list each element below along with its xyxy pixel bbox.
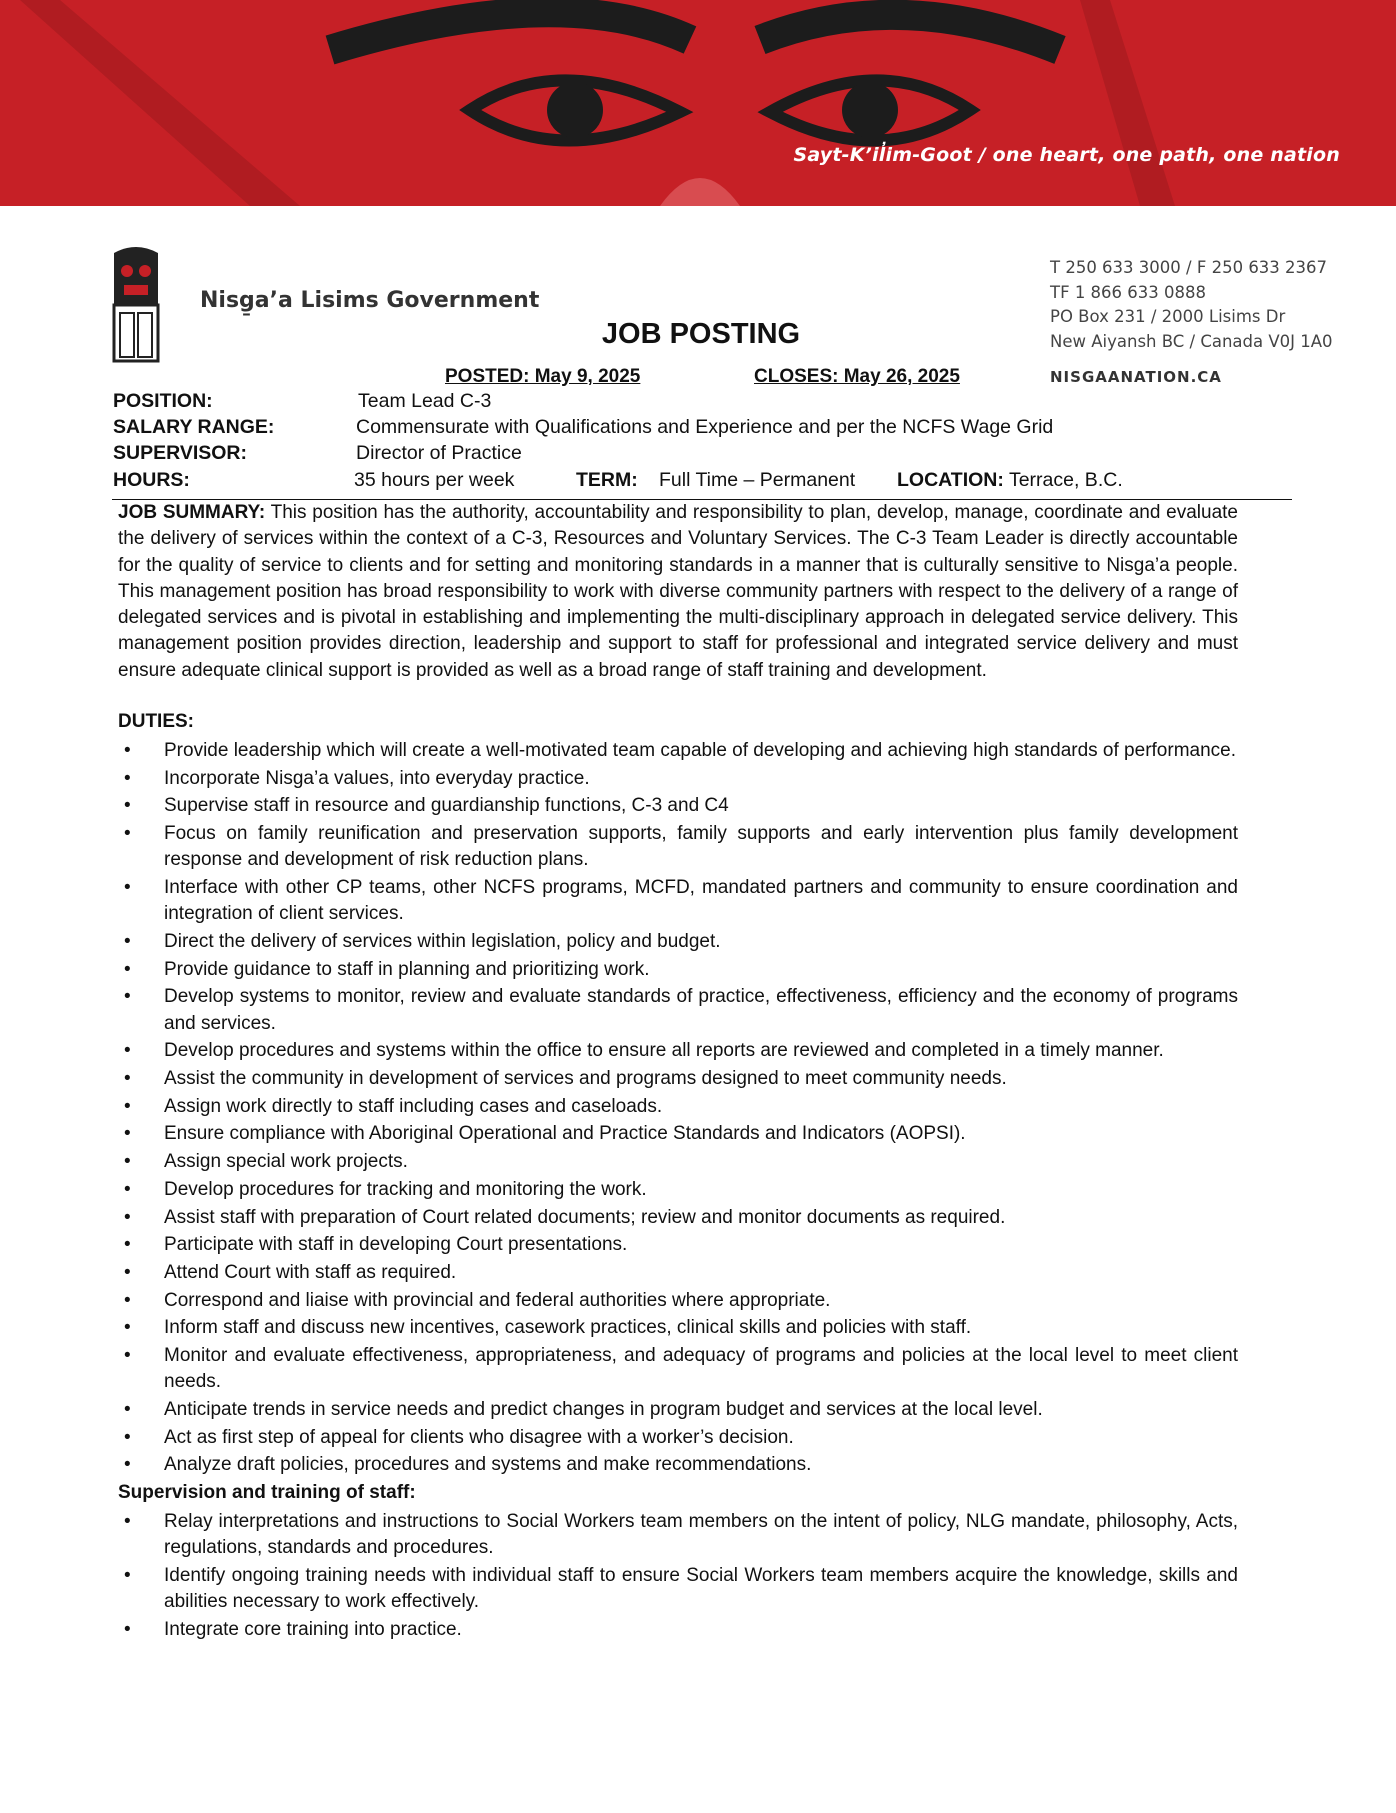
duty-item: • Analyze draft policies, procedures and systems and make recommendations.: [118, 1452, 1238, 1478]
summary-text: This position has the authority, accountability and responsibility to plan, develop, manage, coordinate and evaluate the delivery of services within the context of a C-3, Resources and Voluntary Services. The C-3 Team Leader is directly accountable for the quality of service to clients and for setting and monitoring standards in a manner that is culturally sensitive to Nisga’a people. This management position has broad responsibility to work with diverse community partners with respect to the delivery of a range of delegated services and is pivotal in establishing and implementing the multi-disciplinary approach in delegated service delivery. This management position provides direction, leadership and support to staff for professional and integrated service delivery and must ensure adequate clinical support is provided as well as a broad range of staff training and development.: [118, 502, 1238, 681]
address-line-2: New Aiyansh BC / Canada V0J 1A0: [1050, 331, 1333, 351]
hours-value: 35 hours per week: [354, 469, 515, 491]
supervisor-label: SUPERVISOR:: [113, 442, 248, 464]
supervisor-value: Director of Practice: [356, 442, 522, 464]
mask-artwork: [0, 0, 1396, 206]
summary-label: JOB SUMMARY:: [118, 502, 266, 523]
duty-item: • Provide leadership which will create a well-motivated team capable of developing and achieving high standards of performance.: [118, 738, 1238, 764]
position-label: POSITION:: [113, 390, 213, 412]
supervision-heading: Supervision and training of staff:: [118, 1482, 416, 1503]
supervision-list: [118, 1509, 1238, 1645]
duty-item: • Interface with other CP teams, other NCFS programs, MCFD, mandated partners and community to ensure coordination and integration of client services.: [118, 875, 1238, 928]
duty-item: • Assign work directly to staff including cases and caseloads.: [118, 1094, 1238, 1120]
website-link[interactable]: NISGAANATION.CA: [1050, 368, 1222, 386]
term-value: Full Time – Permanent: [659, 469, 856, 491]
salary-label: SALARY RANGE:: [113, 416, 275, 438]
supervision-item: • Identify ongoing training needs with individual staff to ensure Social Workers team members acquire the knowledge, skills and abilities necessary to work effectively.: [118, 1563, 1238, 1616]
duty-item: • Provide guidance to staff in planning and prioritizing work.: [118, 957, 1238, 983]
toll-free-line: TF 1 866 633 0888: [1050, 282, 1207, 302]
duty-item: • Attend Court with staff as required.: [118, 1260, 1238, 1286]
duty-item: • Incorporate Nisga’a values, into everyday practice.: [118, 766, 1238, 792]
duty-item: • Assist staff with preparation of Court related documents; review and monitor documents as required.: [118, 1205, 1238, 1231]
address-line-1: PO Box 231 / 2000 Lisims Dr: [1050, 307, 1286, 326]
duty-item: • Monitor and evaluate effectiveness, appropriateness, and adequacy of programs and policies at the local level to meet client needs.: [118, 1343, 1238, 1396]
header-banner: [0, 0, 1396, 206]
position-value: Team Lead C-3: [358, 390, 492, 412]
phone-line: T 250 633 3000 / F 250 633 2367: [1050, 258, 1328, 277]
hours-label: HOURS:: [113, 469, 190, 491]
duty-item: • Anticipate trends in service needs and predict changes in program budget and services at the local level.: [118, 1397, 1238, 1423]
location-value: Terrace, B.C.: [1008, 469, 1123, 491]
duty-item: • Correspond and liaise with provincial and federal authorities where appropriate.: [118, 1288, 1238, 1314]
term-label: TERM:: [576, 469, 638, 491]
duty-item: • Supervise staff in resource and guardianship functions, C-3 and C4: [118, 793, 1238, 819]
job-summary: [118, 500, 1238, 684]
duties-list: [118, 738, 1238, 1480]
duty-item: • Assign special work projects.: [118, 1149, 1238, 1175]
duty-item: • Focus on family reunification and preservation supports, family supports and early intervention plus family development response and development of risk reduction plans.: [118, 821, 1238, 874]
location-label: LOCATION:: [897, 469, 1004, 491]
supervision-item: • Relay interpretations and instructions to Social Workers team members on the intent of policy, NLG mandate, philosophy, Acts, regulations, standards and procedures.: [118, 1509, 1238, 1562]
salary-value: Commensurate with Qualifications and Experience and per the NCFS Wage Grid: [356, 416, 1054, 438]
document-title: JOB POSTING: [601, 318, 801, 350]
duty-item: • Ensure compliance with Aboriginal Operational and Practice Standards and Indicators (AOPSI).: [118, 1121, 1238, 1147]
supervision-item: • Integrate core training into practice.: [118, 1617, 1238, 1643]
posted-date: POSTED: May 9, 2025: [445, 366, 641, 387]
duty-item: • Assist the community in development of services and programs designed to meet community needs.: [118, 1066, 1238, 1092]
duty-item: • Direct the delivery of services within legislation, policy and budget.: [118, 929, 1238, 955]
duties-heading: DUTIES:: [118, 711, 194, 732]
duty-item: • Act as first step of appeal for clients who disagree with a worker’s decision.: [118, 1425, 1238, 1451]
tagline: Sayt-K’il̓im-Goot / one heart, one path, one nation: [793, 144, 1340, 166]
duty-item: • Develop systems to monitor, review and evaluate standards of practice, effectiveness, efficiency and the economy of programs and services.: [118, 984, 1238, 1037]
organization-name: Nisg̱a’a Lisims Government: [200, 288, 540, 313]
closing-date: CLOSES: May 26, 2025: [754, 366, 960, 387]
duty-item: • Participate with staff in developing Court presentations.: [118, 1232, 1238, 1258]
duty-item: • Develop procedures and systems within the office to ensure all reports are reviewed and completed in a timely manner.: [118, 1038, 1238, 1064]
duty-item: • Develop procedures for tracking and monitoring the work.: [118, 1177, 1238, 1203]
duty-item: • Inform staff and discuss new incentives, casework practices, clinical skills and policies with staff.: [118, 1315, 1238, 1341]
